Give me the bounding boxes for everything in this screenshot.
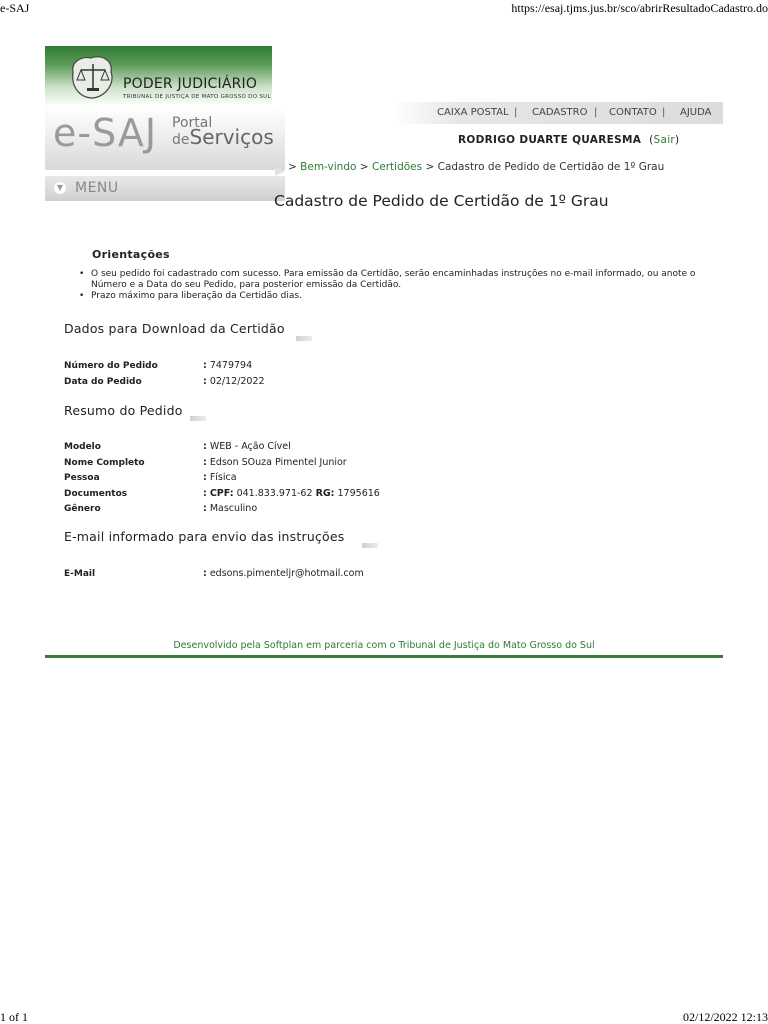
print-datetime: 02/12/2022 12:13 [682, 1010, 768, 1024]
menu-label: MENU [75, 180, 119, 196]
menu-toggle[interactable] [45, 176, 285, 201]
numero-pedido-text: 7479794 [209, 360, 253, 371]
pessoa-text: Física [209, 472, 237, 483]
documentos-label: Documentos [64, 489, 128, 499]
print-header [0, 0, 768, 18]
documentos-value [203, 488, 380, 499]
logout-wrapper [649, 134, 679, 146]
page-title: Cadastro de Pedido de Certidão de 1º Grau [274, 192, 609, 210]
data-pedido-value [203, 376, 265, 387]
section-decoration [296, 336, 312, 341]
breadcrumb-sep: > [425, 161, 435, 173]
colon: : [203, 488, 207, 499]
modelo-label: Modelo [64, 442, 101, 452]
nome-completo-value [203, 457, 347, 468]
pessoa-value [203, 472, 237, 483]
paren-open: ( [649, 134, 654, 146]
rg-value: 1795616 [337, 488, 380, 499]
user-name: RODRIGO DUARTE QUARESMA [458, 134, 642, 146]
breadcrumb-certidoes[interactable]: Certidões [371, 161, 423, 173]
print-footer [0, 1008, 768, 1024]
colon: : [203, 457, 207, 468]
footer-divider [45, 655, 723, 658]
breadcrumb [288, 161, 664, 173]
footer-credits: Desenvolvido pela Softplan em parceria com o Tribunal de Justiça do Mato Grosso do Sul [173, 640, 595, 651]
genero-value [203, 503, 257, 514]
orientacao-item: • Prazo máximo para liberação da Certidão dias. [79, 291, 719, 302]
modelo-value [203, 441, 291, 452]
colon: : [203, 472, 207, 483]
section-decoration [362, 543, 378, 548]
breadcrumb-sep: > [288, 161, 297, 173]
pessoa-label: Pessoa [64, 473, 100, 483]
orientacoes-title: Orientações [92, 248, 170, 261]
nome-completo-label: Nome Completo [64, 458, 145, 468]
orientacao-item: • O seu pedido foi cadastrado com sucesso. Para emissão da Certidão, serão encaminhadas instruções no e-mail informado, ou anote o Número e a Data do seu Pedido, para posterior emissão da Certidão. [79, 269, 719, 291]
portal-servicos: Serviços [189, 125, 274, 149]
print-url: https://esaj.tjms.jus.br/sco/abrirResultadoCadastro.do [511, 1, 768, 15]
colon: : [203, 568, 207, 579]
section-title-download: Dados para Download da Certidão [64, 321, 285, 336]
nav-contato[interactable]: CONTATO [609, 107, 657, 118]
colon: : [203, 376, 207, 387]
user-info [458, 134, 679, 146]
email-value [203, 568, 364, 579]
data-pedido-text: 02/12/2022 [209, 376, 265, 387]
print-title: e-SAJ [0, 1, 30, 15]
chevron-down-icon: ▼ [54, 182, 66, 194]
genero-text: Masculino [209, 503, 258, 514]
portal-brand [45, 106, 285, 170]
nav-separator: | [594, 107, 598, 118]
section-decoration [190, 416, 206, 421]
genero-label: Gênero [64, 504, 101, 514]
numero-pedido-value [203, 360, 252, 371]
colon: : [203, 360, 207, 371]
breadcrumb-bem-vindo[interactable]: Bem-vindo [300, 161, 357, 173]
nome-completo-text: Edson SOuza Pimentel Junior [209, 457, 347, 468]
modelo-text: WEB - Ação Cível [209, 441, 291, 452]
portal-servicos-text [172, 116, 274, 147]
institution-name: PODER JUDICIÁRIO [123, 76, 258, 92]
section-title-email: E-mail informado para envio das instruções [64, 529, 345, 544]
breadcrumb-arrow-icon [275, 166, 285, 176]
orientacoes-list [79, 269, 719, 302]
email-label: E-Mail [64, 569, 96, 579]
numero-pedido-label: Número do Pedido [64, 361, 158, 371]
nav-caixa-postal[interactable]: CAIXA POSTAL [437, 107, 509, 118]
email-text: edsons.pimenteljr@hotmail.com [209, 568, 364, 579]
section-title-resumo: Resumo do Pedido [64, 403, 183, 418]
portal-line-2 [172, 125, 274, 149]
nav-separator: | [662, 107, 666, 118]
nav-cadastro[interactable]: CADASTRO [532, 107, 588, 118]
portal-line-1: Portal [172, 115, 213, 131]
page-count: 1 of 1 [0, 1010, 28, 1024]
coat-of-arms-icon [67, 52, 119, 102]
nav-separator: | [514, 107, 518, 118]
data-pedido-label: Data do Pedido [64, 377, 142, 387]
paren-close: ) [675, 134, 680, 146]
nav-ajuda[interactable]: AJUDA [680, 107, 712, 118]
breadcrumb-sep: > [359, 161, 369, 173]
breadcrumb-current: Cadastro de Pedido de Certidão de 1º Grau [437, 161, 665, 173]
cpf-label: CPF: [209, 488, 234, 499]
poder-judiciario-logo [45, 46, 272, 106]
top-navigation [392, 102, 723, 124]
colon: : [203, 441, 207, 452]
logout-link[interactable]: Sair [653, 134, 676, 146]
portal-de: de [172, 132, 190, 148]
tribunal-name: TRIBUNAL DE JUSTIÇA DE MATO GROSSO DO SUL [123, 94, 271, 100]
colon: : [203, 503, 207, 514]
rg-label: RG: [315, 488, 335, 499]
cpf-value: 041.833.971-62 [236, 488, 313, 499]
esaj-logo-text: e-SAJ [53, 111, 158, 155]
